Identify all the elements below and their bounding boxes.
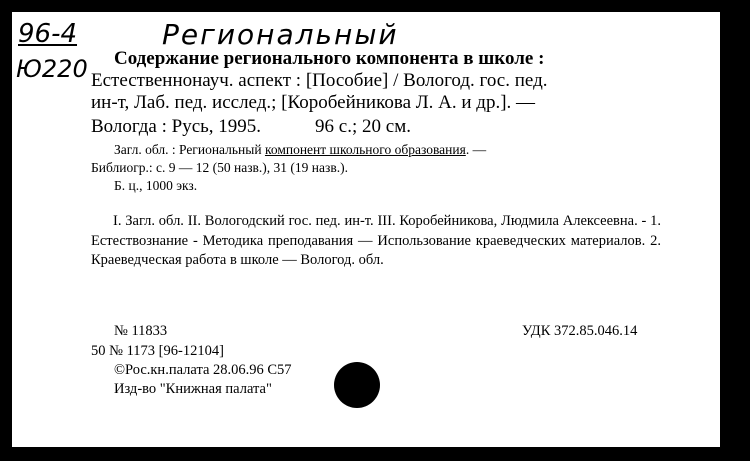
handwritten-subject-heading: Региональный <box>162 18 399 51</box>
title-line-3: ин-т, Лаб. пед. исслед.; [Коробейникова Л. А. и др.]. — <box>91 92 536 113</box>
catalog-card <box>12 12 720 447</box>
cover-title-note-prefix: Загл. обл. : Региональный <box>114 142 265 157</box>
card-number-secondary: 50 № 1173 [96-12104] <box>91 343 224 359</box>
cover-title-note-suffix: . — <box>465 142 487 157</box>
publisher-line: Изд-во "Книжная палата" <box>114 381 272 397</box>
bibliography-note: Библиогр.: с. 9 — 12 (50 назв.), 31 (19 назв.). <box>91 160 348 175</box>
handwritten-shelf-mark: 96-4 <box>18 19 78 49</box>
book-chamber-line: ©Рос.кн.палата 28.06.96 С57 <box>114 362 292 378</box>
title-line-2: Естественнонауч. аспект : [Пособие] / Вологод. гос. пед. <box>91 70 548 91</box>
tracings-paragraph: I. Загл. обл. II. Вологодский гос. пед. ин-т. III. Коробейникова, Людмила Алексеевна. - 1. Естествознание - Методика преподавания — Использование краеведческих материалов. 2. Краеведческая работа в школе — Вологод. обл. <box>91 213 661 268</box>
imprint-line <box>91 116 411 138</box>
card-number: № 11833 <box>114 323 168 339</box>
handwritten-inventory-number: Ю220 <box>16 55 88 83</box>
cover-title-note-underlined: компонент школьного образования <box>264 142 466 157</box>
udc-classification: УДК 372.85.046.14 <box>522 323 638 339</box>
price-print-run: Б. ц., 1000 экз. <box>114 178 198 193</box>
cover-title-note <box>114 141 486 158</box>
imprint-place-publisher: Вологда : Русь, 1995. <box>91 116 262 137</box>
title-line-1: Содержание регионального компонента в школе : <box>114 48 545 69</box>
physical-extent: 96 с.; 20 см. <box>315 116 411 137</box>
punched-hole <box>334 362 380 408</box>
